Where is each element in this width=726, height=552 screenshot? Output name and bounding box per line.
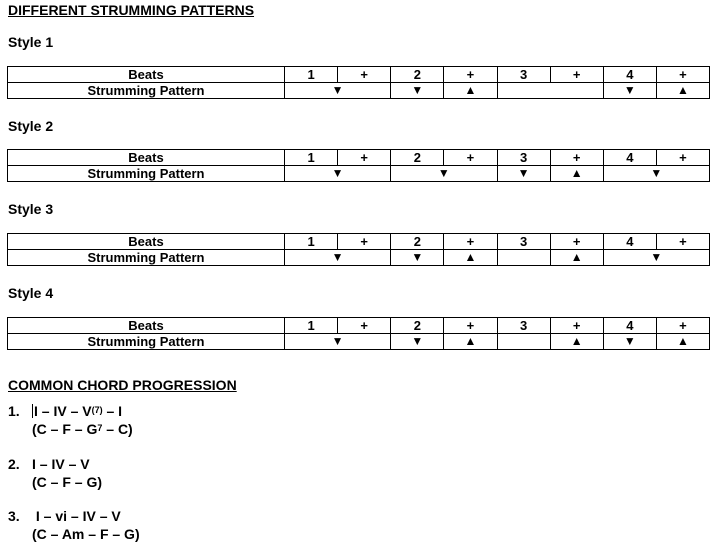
beat-cell: 2 [391, 318, 444, 334]
chord-names: (C – Am – F – G) [32, 526, 140, 542]
strum-arrow-cell: ▲ [656, 334, 709, 350]
chord-names-end: – C) [102, 421, 133, 437]
strum-arrow-cell: ▼ [285, 166, 391, 182]
beat-cell: + [338, 318, 391, 334]
beat-cell: + [338, 67, 391, 83]
strum-arrow-cell: ▼ [391, 334, 444, 350]
beat-cell: + [338, 150, 391, 166]
beats-row [8, 150, 710, 166]
strum-arrow-cell: ▼ [285, 83, 391, 99]
progression-number: 3. [8, 508, 20, 524]
beat-cell: 4 [603, 67, 656, 83]
beats-label: Beats [8, 67, 285, 83]
beat-cell: 3 [497, 150, 550, 166]
strumming-pattern-label: Strumming Pattern [8, 83, 285, 99]
style-3-table [7, 233, 710, 266]
strum-arrow-cell: ▼ [391, 83, 444, 99]
strumming-pattern-label: Strumming Pattern [8, 334, 285, 350]
progression-number: 1. [8, 403, 20, 419]
roman-numerals: I – IV – V [32, 456, 90, 472]
beat-cell: 1 [285, 67, 338, 83]
seventh-superscript: 7 [97, 423, 103, 433]
beat-cell: 1 [285, 150, 338, 166]
beat-cell: + [550, 318, 603, 334]
style-1-table [7, 66, 710, 99]
beat-cell: 4 [603, 318, 656, 334]
roman-numerals-end: – I [102, 403, 123, 419]
beat-cell: + [550, 234, 603, 250]
strum-arrow-cell: ▼ [603, 83, 656, 99]
beat-cell: + [444, 67, 497, 83]
beats-label: Beats [8, 150, 285, 166]
beat-cell: 3 [497, 67, 550, 83]
beat-cell: + [550, 150, 603, 166]
style-1-label: Style 1 [8, 34, 54, 50]
beats-row [8, 318, 710, 334]
roman-numerals: I – vi – IV – V [32, 508, 121, 524]
strum-arrow-cell: ▼ [603, 166, 709, 182]
progression-item-3 [8, 507, 140, 543]
pattern-row [8, 83, 710, 99]
pattern-row [8, 250, 710, 266]
beat-cell: 2 [391, 150, 444, 166]
beats-row [8, 234, 710, 250]
strum-arrow-cell: ▼ [603, 334, 656, 350]
strum-arrow-cell: ▲ [656, 83, 709, 99]
beat-cell: 3 [497, 234, 550, 250]
beats-label: Beats [8, 234, 285, 250]
strum-arrow-cell: ▲ [550, 250, 603, 266]
style-4-label: Style 4 [8, 285, 54, 301]
strum-arrow-cell: ▼ [391, 250, 444, 266]
chord-progression-title: COMMON CHORD PROGRESSION [8, 377, 237, 393]
chord-names: (C – F – G [32, 421, 98, 437]
style-4-table [7, 317, 710, 350]
strumming-pattern-label: Strumming Pattern [8, 166, 285, 182]
strum-arrow-cell: ▼ [391, 166, 497, 182]
beat-cell: + [444, 318, 497, 334]
beat-cell: + [656, 234, 709, 250]
beat-cell: + [550, 67, 603, 83]
strum-arrow-cell: ▲ [444, 83, 497, 99]
strum-arrow-cell [497, 250, 550, 266]
strum-arrow-cell [497, 334, 550, 350]
progression-item-2 [8, 455, 102, 491]
strum-arrow-cell [497, 83, 603, 99]
strum-arrow-cell: ▼ [497, 166, 550, 182]
strum-arrow-cell: ▼ [603, 250, 709, 266]
style-3-label: Style 3 [8, 201, 54, 217]
beats-label: Beats [8, 318, 285, 334]
beat-cell: 1 [285, 234, 338, 250]
beat-cell: + [338, 234, 391, 250]
strum-arrow-cell: ▲ [550, 334, 603, 350]
beat-cell: 2 [391, 67, 444, 83]
style-2-table [7, 149, 710, 182]
beat-cell: + [656, 318, 709, 334]
pattern-row [8, 166, 710, 182]
beat-cell: 2 [391, 234, 444, 250]
beat-cell: 4 [603, 234, 656, 250]
beats-row [8, 67, 710, 83]
beat-cell: + [656, 67, 709, 83]
beat-cell: + [444, 150, 497, 166]
pattern-row [8, 334, 710, 350]
progression-item-1 [8, 402, 133, 438]
beat-cell: + [444, 234, 497, 250]
strum-arrow-cell: ▲ [444, 334, 497, 350]
strumming-pattern-label: Strumming Pattern [8, 250, 285, 266]
chord-names: (C – F – G) [32, 474, 103, 490]
beat-cell: 3 [497, 318, 550, 334]
strum-arrow-cell: ▲ [550, 166, 603, 182]
strum-arrow-cell: ▼ [285, 334, 391, 350]
style-2-label: Style 2 [8, 118, 54, 134]
page-title: DIFFERENT STRUMMING PATTERNS [8, 2, 255, 18]
progression-number: 2. [8, 456, 20, 472]
strum-arrow-cell: ▲ [444, 250, 497, 266]
strum-arrow-cell: ▼ [285, 250, 391, 266]
text-cursor [32, 404, 33, 418]
roman-numerals: I – IV – V [34, 403, 92, 419]
beat-cell: 1 [285, 318, 338, 334]
beat-cell: 4 [603, 150, 656, 166]
beat-cell: + [656, 150, 709, 166]
seventh-superscript: (7) [91, 405, 103, 415]
